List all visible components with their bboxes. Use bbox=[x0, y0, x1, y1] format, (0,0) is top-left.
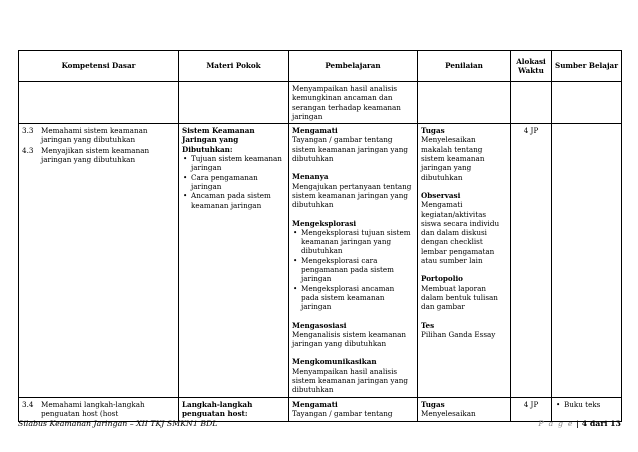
tugas-text: Menyelesaikan bbox=[421, 408, 476, 418]
kd-number: 3.4 bbox=[22, 399, 34, 409]
header-penilaian: Penilaian bbox=[418, 51, 511, 82]
menanya-text: Mengajukan pertanyaan tentang sistem keamanan jaringan yang dibutuhkan bbox=[292, 181, 412, 210]
tugas-title: Tugas bbox=[421, 126, 445, 136]
cell-empty bbox=[179, 82, 289, 124]
cell-empty bbox=[511, 82, 552, 124]
cell-empty bbox=[552, 82, 622, 124]
list-item: • Mengeksplorasi cara pengamanan pada sistem jaringan bbox=[301, 256, 414, 284]
cell-materi-pokok bbox=[179, 397, 289, 422]
cell-empty bbox=[418, 82, 511, 124]
header-materi-pokok: Materi Pokok bbox=[179, 51, 289, 82]
cell-sumber-belajar bbox=[552, 124, 622, 397]
footer-page-number: | 4 dari 13 bbox=[576, 419, 621, 428]
table-row-3-3 bbox=[19, 124, 622, 397]
cell-kompetensi-dasar bbox=[19, 124, 179, 397]
tugas-text: Menyelesaikan makalah tentang sistem keamanan jaringan yang dibutuhkan bbox=[421, 135, 485, 182]
cell-pembelajaran bbox=[289, 397, 418, 422]
mengeksplorasi-title: Mengeksplorasi bbox=[292, 218, 357, 228]
cell-alokasi-waktu: 4 JP bbox=[511, 124, 552, 397]
mengkomunikasikan-text: Menyampaikan hasil analisis sistem keamanan jaringan yang dibutuhkan bbox=[292, 366, 408, 395]
page-footer bbox=[18, 419, 621, 428]
kd-item bbox=[22, 126, 175, 145]
syllabus-table bbox=[18, 50, 622, 422]
kd-number: 3.3 bbox=[22, 126, 34, 136]
mengamati-title: Mengamati bbox=[292, 126, 338, 136]
cell-alokasi-waktu: 4 JP bbox=[511, 397, 552, 422]
cell-pembelajaran bbox=[289, 124, 418, 397]
kd-item bbox=[22, 400, 175, 419]
tes-text: Pilihan Ganda Essay bbox=[421, 329, 496, 339]
observasi-title: Observasi bbox=[421, 190, 461, 200]
list-item: • Cara pengamanan jaringan bbox=[191, 173, 285, 192]
materi-title: Langkah-langkah penguatan host: bbox=[182, 399, 253, 418]
portofolio-title: Portopolio bbox=[421, 274, 463, 284]
menanya-title: Menanya bbox=[292, 172, 329, 182]
cell-penilaian bbox=[418, 124, 511, 397]
mengasosiasi-text: Menganalisis sistem keamanan jaringan yang dibutuhkan bbox=[292, 329, 407, 349]
kd-text: Memahami langkah-langkah penguatan host (host bbox=[41, 399, 145, 418]
list-item: • Buku teks bbox=[564, 400, 618, 409]
header-kompetensi-dasar: Kompetensi Dasar bbox=[19, 51, 179, 82]
table-row-continuation bbox=[19, 82, 622, 124]
cell-sumber-belajar bbox=[552, 397, 622, 422]
list-item: • Mengeksplorasi tujuan sistem keamanan jaringan yang dibutuhkan bbox=[301, 228, 414, 256]
kd-text: Memahami sistem keamanan jaringan yang dibutuhkan bbox=[41, 126, 148, 145]
footer-page-info bbox=[538, 419, 621, 428]
materi-list bbox=[182, 154, 285, 210]
mengeksplorasi-list bbox=[292, 228, 414, 312]
portofolio-text: Membuat laporan dalam bentuk tulisan dan gambar bbox=[421, 283, 498, 312]
cell-pembelajaran-continuation: Menyampaikan hasil analisis kemungkinan ancaman dan serangan terhadap keamanan jaringan bbox=[289, 82, 418, 124]
cell-empty bbox=[19, 82, 179, 124]
observasi-text: Mengamati kegiatan/aktivitas siswa secara individu dan dalam diskusi dengan checklist lembar pengamatan atau sumber lain bbox=[421, 200, 500, 266]
kd-item bbox=[22, 146, 175, 165]
mengamati-title: Mengamati bbox=[292, 399, 338, 409]
sumber-list bbox=[555, 400, 618, 409]
header-sumber-belajar: Sumber Belajar bbox=[552, 51, 622, 82]
mengkomunikasikan-title: Mengkomunikasikan bbox=[292, 357, 377, 367]
mengasosiasi-title: Mengasosiasi bbox=[292, 320, 347, 330]
kd-text: Menyajikan sistem keamanan jaringan yang dibutuhkan bbox=[41, 145, 150, 165]
kd-number: 4.3 bbox=[22, 145, 34, 155]
list-item: • Ancaman pada sistem keamanan jaringan bbox=[191, 191, 285, 210]
header-pembelajaran: Pembelajaran bbox=[289, 51, 418, 82]
footer-page-label: P a g e bbox=[538, 419, 574, 428]
materi-title: Sistem Keamanan Jaringan yang Dibutuhkan: bbox=[182, 126, 255, 154]
cell-penilaian bbox=[418, 397, 511, 422]
cell-kompetensi-dasar bbox=[19, 397, 179, 422]
mengamati-text: Tayangan / gambar tentang sistem keamanan jaringan yang dibutuhkan bbox=[292, 135, 408, 164]
list-item: • Tujuan sistem keamanan jaringan bbox=[191, 154, 285, 173]
table-header-row bbox=[19, 51, 622, 82]
footer-document-title: Silabus Keamanan Jaringan – XII TKJ SMKN1 BDL bbox=[18, 419, 218, 428]
cell-materi-pokok bbox=[179, 124, 289, 397]
tes-title: Tes bbox=[421, 320, 435, 330]
list-item: • Mengeksplorasi ancaman pada sistem keamanan jaringan bbox=[301, 284, 414, 312]
table-row-3-4 bbox=[19, 397, 622, 422]
tugas-title: Tugas bbox=[421, 399, 445, 409]
header-alokasi-waktu: Alokasi Waktu bbox=[511, 51, 552, 82]
mengamati-text: Tayangan / gambar tentang bbox=[292, 408, 393, 418]
